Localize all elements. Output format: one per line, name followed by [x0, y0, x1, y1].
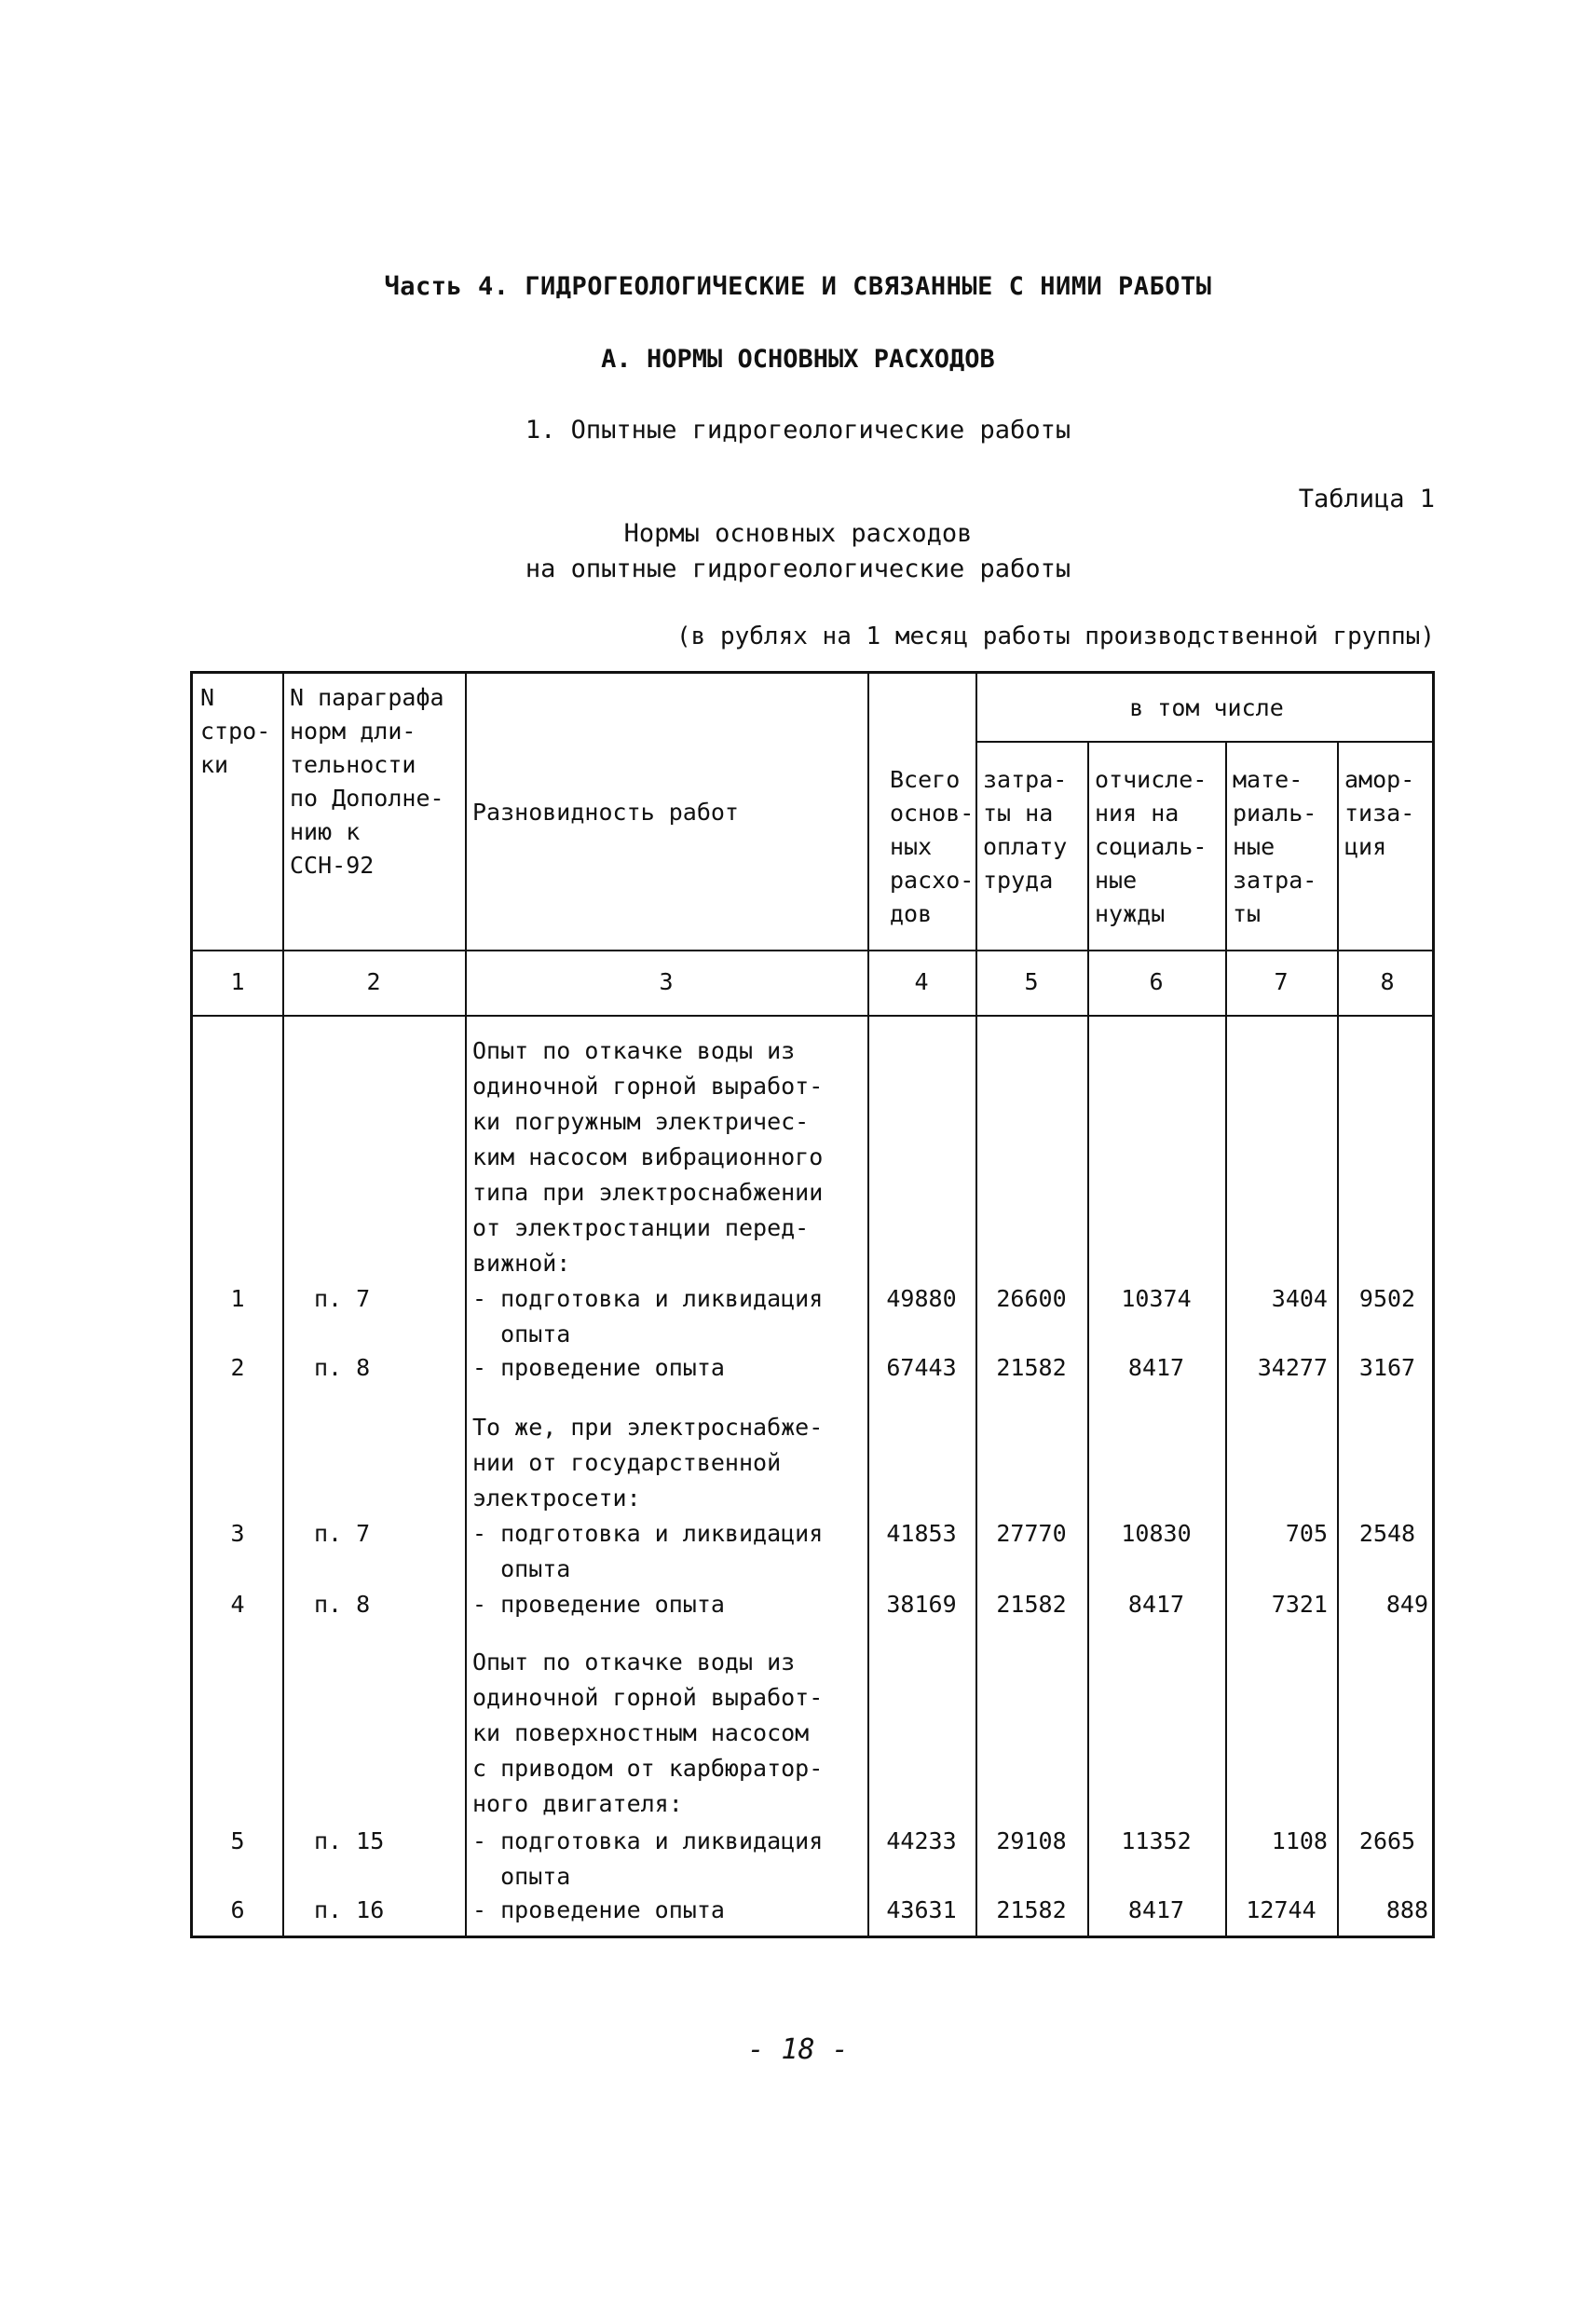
cell-total: 41853	[886, 1520, 957, 1547]
col-number: 4	[914, 968, 929, 995]
table-title-line1: Нормы основных расходов	[623, 519, 973, 548]
table-units-note: (в рублях на 1 месяц работы производственной группы)	[676, 622, 1435, 650]
cell-social: 10374	[1121, 1285, 1192, 1312]
table-title-line2: на опытные гидрогеологические работы	[525, 554, 1071, 583]
cell-material: 1108	[1271, 1827, 1328, 1854]
cell-labor: 21582	[996, 1354, 1067, 1381]
col-divider	[282, 674, 284, 1936]
group-header-divider	[975, 741, 1432, 743]
col-number: 3	[659, 968, 674, 995]
row-number: 6	[230, 1896, 245, 1923]
cell-labor: 21582	[996, 1896, 1067, 1923]
row-paragraph: п. 8	[314, 1354, 371, 1381]
cell-social: 10830	[1121, 1520, 1192, 1547]
cell-material: 705	[1285, 1520, 1328, 1547]
col-number: 8	[1380, 968, 1395, 995]
cell-labor: 29108	[996, 1827, 1067, 1854]
col-number: 2	[366, 968, 381, 995]
row-paragraph: п. 7	[314, 1285, 371, 1312]
page-number: - 18 -	[747, 2033, 849, 2066]
cell-amortization: 3167	[1358, 1354, 1416, 1381]
cell-labor: 21582	[996, 1591, 1067, 1618]
row-work-type: - проведение опыта	[472, 1591, 725, 1618]
cell-amortization: 9502	[1358, 1285, 1416, 1312]
col-divider	[1087, 741, 1089, 1936]
cell-labor: 26600	[996, 1285, 1067, 1312]
row-work-type: - подготовка и ликвидация опыта	[472, 1520, 824, 1582]
col-divider	[1337, 741, 1339, 1936]
cell-material: 34277	[1257, 1354, 1328, 1381]
col-header-labor: затра- ты на оплату труда	[983, 766, 1068, 894]
table-number: Таблица 1	[1298, 485, 1435, 513]
row-number: 4	[230, 1591, 245, 1618]
cell-amortization: 2665	[1358, 1827, 1416, 1854]
cell-amortization: 888	[1385, 1896, 1428, 1923]
row-number: 1	[230, 1285, 245, 1312]
cell-amortization: 2548	[1358, 1520, 1416, 1547]
cell-material: 7321	[1271, 1591, 1328, 1618]
cell-total: 43631	[886, 1896, 957, 1923]
cell-social: 11352	[1121, 1827, 1192, 1854]
row-work-type: - проведение опыта	[472, 1896, 725, 1923]
row-paragraph: п. 16	[314, 1896, 385, 1923]
section-heading: А. НОРМЫ ОСНОВНЫХ РАСХОДОВ	[601, 345, 995, 374]
cell-social: 8417	[1127, 1896, 1185, 1923]
group-description: Опыт по откачке воды из одиночной горной выработ- ки поверхностным насосом с приводом от карбюратор- ного двигателя:	[472, 1648, 824, 1817]
cell-material: 12744	[1246, 1896, 1316, 1923]
row-work-type: - подготовка и ликвидация опыта	[472, 1827, 824, 1890]
col-header-work-type: Разновидность работ	[472, 799, 739, 826]
col-number: 5	[1024, 968, 1039, 995]
row-paragraph: п. 8	[314, 1591, 371, 1618]
cell-labor: 27770	[996, 1520, 1067, 1547]
row-paragraph: п. 15	[314, 1827, 385, 1854]
group-description: Опыт по откачке воды из одиночной горной выработ- ки погружным электричес- ким насосом вибрационного типа при электроснабжении от электростанции перед- вижной:	[472, 1037, 824, 1277]
col-header-line-no: N стро- ки	[200, 684, 271, 778]
col-numbers-bottom-line	[193, 1015, 1432, 1017]
col-number: 7	[1274, 968, 1289, 995]
row-work-type: - проведение опыта	[472, 1354, 725, 1381]
col-header-social: отчисле- ния на социаль- ные нужды	[1095, 766, 1207, 927]
cell-total: 38169	[886, 1591, 957, 1618]
row-number: 2	[230, 1354, 245, 1381]
subsection-heading: 1. Опытные гидрогеологические работы	[525, 416, 1071, 445]
cell-material: 3404	[1271, 1285, 1328, 1312]
col-divider	[1225, 741, 1227, 1936]
col-number: 6	[1149, 968, 1164, 995]
norms-table	[190, 671, 1435, 1938]
col-divider	[465, 674, 467, 1936]
cell-social: 8417	[1127, 1354, 1185, 1381]
col-header-amortization: амор- тиза- ция	[1344, 766, 1415, 860]
header-bottom-line	[193, 950, 1432, 951]
row-number: 5	[230, 1827, 245, 1854]
group-description: То же, при электроснабже- нии от государственной электросети:	[472, 1414, 824, 1512]
cell-total: 44233	[886, 1827, 957, 1854]
col-header-paragraph: N параграфа норм дли- тельности по Дополне- нию к ССН-92	[290, 684, 444, 879]
cell-total: 67443	[886, 1354, 957, 1381]
row-work-type: - подготовка и ликвидация опыта	[472, 1285, 824, 1348]
row-number: 3	[230, 1520, 245, 1547]
cell-total: 49880	[886, 1285, 957, 1312]
col-header-material: мате- риаль- ные затра- ты	[1233, 766, 1317, 927]
row-paragraph: п. 7	[314, 1520, 371, 1547]
col-header-including: в том числе	[1129, 694, 1284, 721]
col-number: 1	[230, 968, 245, 995]
part-heading: Часть 4. ГИДРОГЕОЛОГИЧЕСКИЕ И СВЯЗАННЫЕ С НИМИ РАБОТЫ	[384, 272, 1212, 301]
col-header-total: Всего основ- ных расхо- дов	[890, 766, 975, 927]
cell-social: 8417	[1127, 1591, 1185, 1618]
cell-amortization: 849	[1385, 1591, 1428, 1618]
